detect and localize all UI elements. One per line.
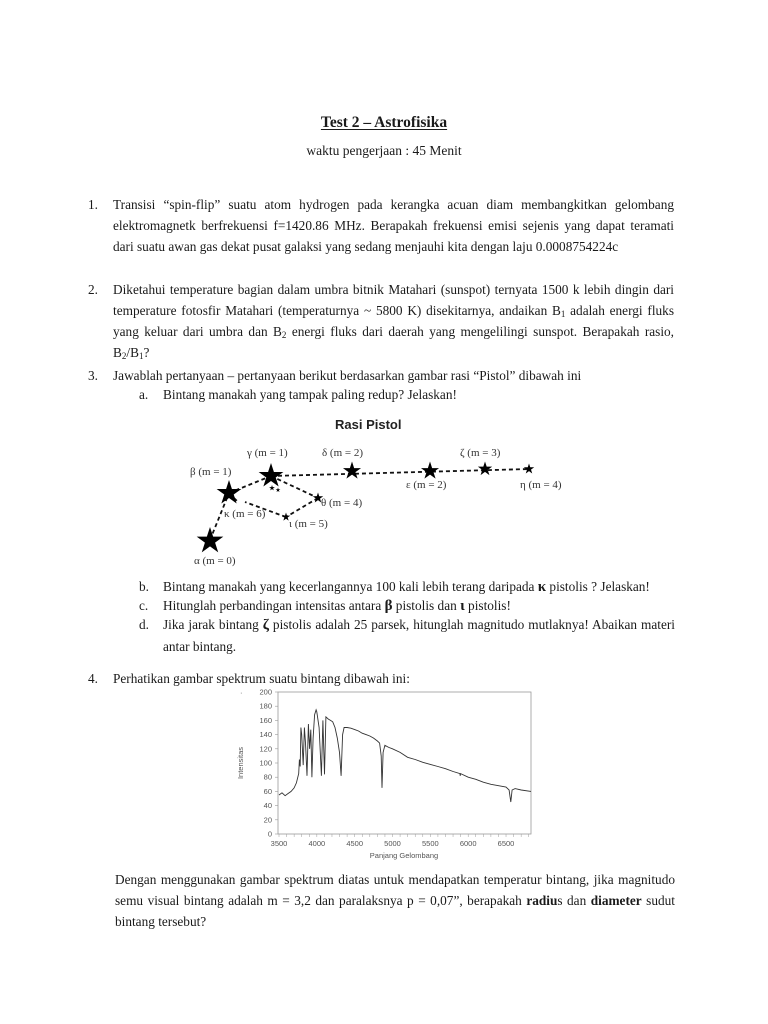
greek-symbol: ι (460, 598, 465, 614)
bold-term-radius: radiu (526, 893, 558, 908)
y-tick-label: 140 (259, 730, 272, 740)
greek-symbol: β (384, 598, 393, 614)
question-number: 2. (88, 282, 98, 297)
label-gamma: γ (m = 1) (247, 447, 288, 459)
x-axis-label: Panjang Gelombang (369, 851, 439, 860)
y-axis-ticks (259, 688, 278, 839)
star-alpha-icon (197, 527, 224, 552)
y-tick-label: 60 (263, 786, 272, 796)
question-text: Perhatikan gambar spektrum suatu bintang dibawah ini: (113, 671, 410, 686)
sub-question-letter: b. (139, 579, 149, 594)
x-tick-label: 6500 (497, 839, 515, 848)
bold-term-diameter: diameter (590, 893, 642, 908)
x-tick-label: 5000 (384, 839, 401, 848)
figure-title: Rasi Pistol (335, 417, 402, 432)
text-part: energi fluks dari daerah yang mengelilingi sunspot. Berapakah rasio, B (113, 324, 674, 360)
text-part: Bintang manakah yang kecerlangannya 100 kali lebih terang daripada (163, 579, 538, 594)
label-theta: θ (m = 4) (321, 497, 363, 509)
star-cluster-icon (269, 485, 275, 490)
label-eta: η (m = 4) (520, 479, 562, 491)
y-tick-label: 80 (263, 772, 272, 782)
sub-question-letter: c. (139, 598, 149, 613)
chart-corner-mark: · (240, 688, 243, 697)
label-kappa: κ (m = 6) (224, 508, 266, 520)
y-tick-label: 160 (259, 715, 272, 725)
text-part: sudut bintang tersebut? (115, 893, 675, 929)
label-zeta: ζ (m = 3) (460, 447, 501, 459)
question-4-closing (115, 869, 675, 932)
y-tick-label: 0 (267, 829, 272, 839)
star-delta-icon (343, 462, 361, 479)
text-part: pistolis ? Jelaskan! (546, 579, 650, 594)
question-1 (88, 194, 674, 257)
question-text: Jawablah pertanyaan – pertanyaan berikut berdasarkan gambar rasi “Pistol” dibawah ini (113, 368, 582, 383)
question-2 (88, 279, 674, 363)
y-axis-label: Intensitas (236, 746, 245, 780)
x-tick-label: 3500 (270, 839, 288, 848)
greek-symbol: ζ (262, 617, 269, 633)
text-part: s dan (557, 893, 591, 908)
page-title (0, 114, 768, 132)
x-tick-label: 4000 (308, 839, 326, 848)
y-tick-label: 40 (263, 801, 272, 811)
text-part: Jika jarak bintang (163, 617, 263, 632)
question-number: 4. (88, 671, 98, 686)
x-axis-ticks (271, 834, 529, 848)
text-part: adalah energi fluks yang keluar dari umbra dan B (113, 303, 674, 339)
text-part: pistolis dan (392, 598, 461, 613)
sub-question-text: Bintang manakah yang tampak paling redup? Jelaskan! (163, 387, 457, 402)
sub-question-text (163, 614, 675, 657)
spectrum-line (279, 710, 531, 802)
star-beta-icon (217, 480, 242, 504)
star-epsilon-icon (421, 462, 439, 479)
text-part: pistolis! (464, 598, 511, 613)
question-text: Transisi “spin-flip” suatu atom hydrogen pada kerangka acuan diam membangkitkan gelombang elektromagnetk berfrekuensi f=1420.86 MHz. Berapakah frekuensi emisi sejenis yang dapat teramati dari suatu awan gas dekat pusat galaksi yang sedang menjauhi kita dengan laju 0.0008754224c (113, 197, 674, 254)
question-number: 3. (88, 368, 98, 383)
page-subtitle: waktu pengerjaan : 45 Menit (306, 143, 462, 158)
plot-area (278, 692, 531, 834)
spectrum-chart (230, 684, 540, 862)
y-tick-label: 200 (259, 687, 272, 697)
y-tick-label: 120 (259, 744, 272, 754)
star-zeta-icon (478, 462, 492, 476)
text-part: Diketahui temperature bagian dalam umbra bitnik Matahari (sunspot) ternyata 1500 k lebih dingin dari temperature fotosfir Matahari (temperaturnya ~ 5800 K) disekitarnya, andaikan B (113, 282, 674, 318)
star-gamma-icon (259, 463, 284, 487)
text-part: /B (126, 345, 139, 360)
sub-question-letter: d. (139, 617, 149, 632)
text-part: Dengan menggunakan gambar spektrum diatas untuk mendapatkan temperatur bintang, jika magnitudo semu visual bintang adalah m = 3,2 dan paralaksnya p = 0,07”, berapakah (115, 872, 675, 908)
subscript: 1 (560, 309, 566, 319)
label-epsilon: ε (m = 2) (406, 479, 447, 491)
x-tick-label: 4500 (346, 839, 364, 848)
greek-symbol: κ (537, 579, 547, 595)
y-tick-label: 180 (259, 701, 272, 711)
y-tick-label: 20 (263, 815, 272, 825)
constellation-lines (210, 469, 530, 540)
sub-question-a (139, 384, 675, 405)
y-tick-label: 100 (259, 758, 272, 768)
sub-question-letter: a. (139, 387, 149, 402)
text-part: Hitunglah perbandingan intensitas antara (163, 598, 385, 613)
label-beta: β (m = 1) (190, 466, 232, 478)
label-delta: δ (m = 2) (322, 447, 364, 459)
subscript: 1 (138, 351, 144, 361)
text-part: ? (143, 345, 150, 360)
page-title-text: Test 2 – Astrofisika (320, 114, 448, 131)
question-number: 1. (88, 197, 98, 212)
x-tick-label: 5500 (422, 839, 439, 848)
constellation-figure (180, 410, 580, 570)
text-part: pistolis adalah 25 parsek, hitunglah magnitudo mutlaknya! Abaikan materi antar bintang. (163, 617, 675, 654)
sub-question-d (139, 614, 675, 657)
subscript: 2 (281, 330, 287, 340)
question-3 (88, 365, 674, 386)
subscript: 2 (121, 351, 127, 361)
x-tick-label: 6000 (459, 839, 477, 848)
label-alpha: α (m = 0) (194, 555, 236, 567)
label-iota: ι (m = 5) (289, 518, 328, 530)
question-text (113, 279, 674, 363)
star-cluster-icon (276, 488, 281, 493)
